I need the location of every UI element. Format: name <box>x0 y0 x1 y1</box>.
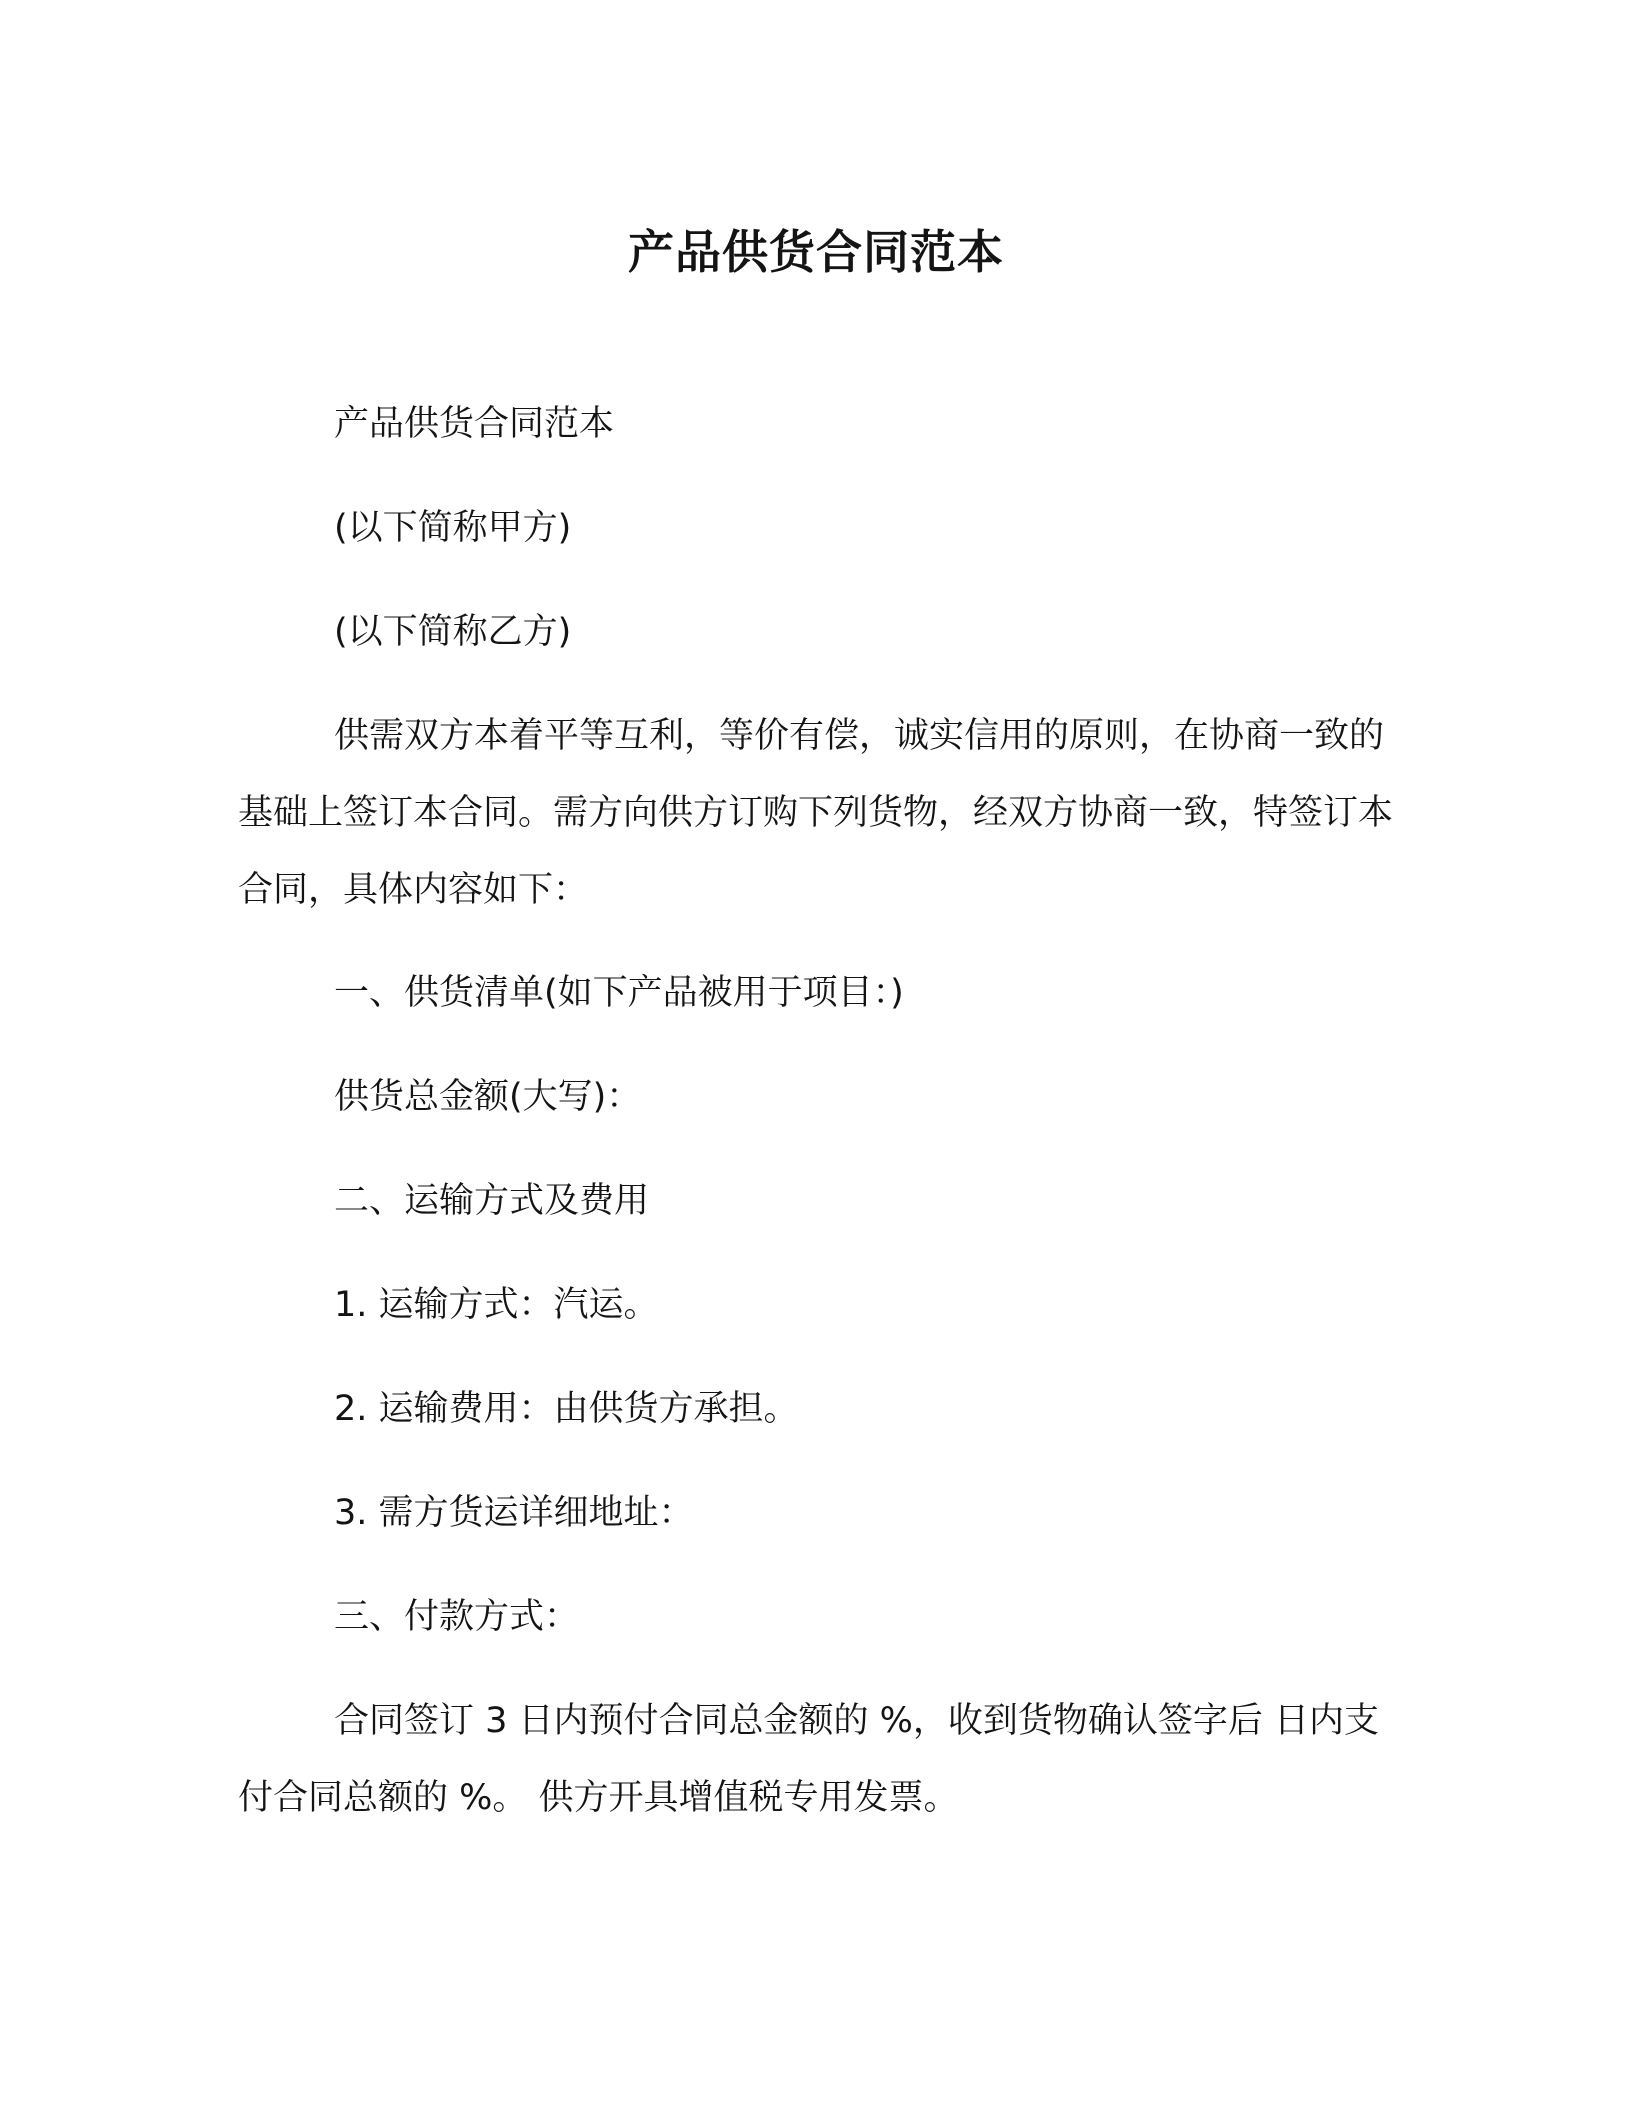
document-subtitle: 产品供货合同范本 <box>334 404 615 444</box>
document-title: 产品供货合同范本 <box>628 225 1004 279</box>
party-a-line: (以下简称甲方) <box>334 508 572 548</box>
transport-method-item: 1. 运输方式：汽运。 <box>334 1285 659 1325</box>
section-2-heading: 二、运输方式及费用 <box>334 1181 650 1221</box>
intro-paragraph: 供需双方本着平等互利，等价有偿，诚实信用的原则，在协商一致的基础上签订本合同。需方向供方订购下列货物，经双方协商一致，特签订本合同，具体内容如下： <box>238 716 1394 910</box>
delivery-address-item: 3. 需方货运详细地址： <box>334 1493 694 1533</box>
party-b-line: (以下简称乙方) <box>334 612 572 652</box>
section-3-heading: 三、付款方式： <box>334 1597 580 1637</box>
total-amount-line: 供货总金额(大写)： <box>334 1077 642 1117</box>
section-1-heading: 一、供货清单(如下产品被用于项目：) <box>334 973 904 1013</box>
transport-cost-item: 2. 运输费用：由供货方承担。 <box>334 1389 799 1429</box>
payment-terms-paragraph: 合同签订 3 日内预付合同总金额的 %，收到货物确认签字后 日内支付合同总额的 %。 供方开具增值税专用发票。 <box>238 1701 1380 1818</box>
